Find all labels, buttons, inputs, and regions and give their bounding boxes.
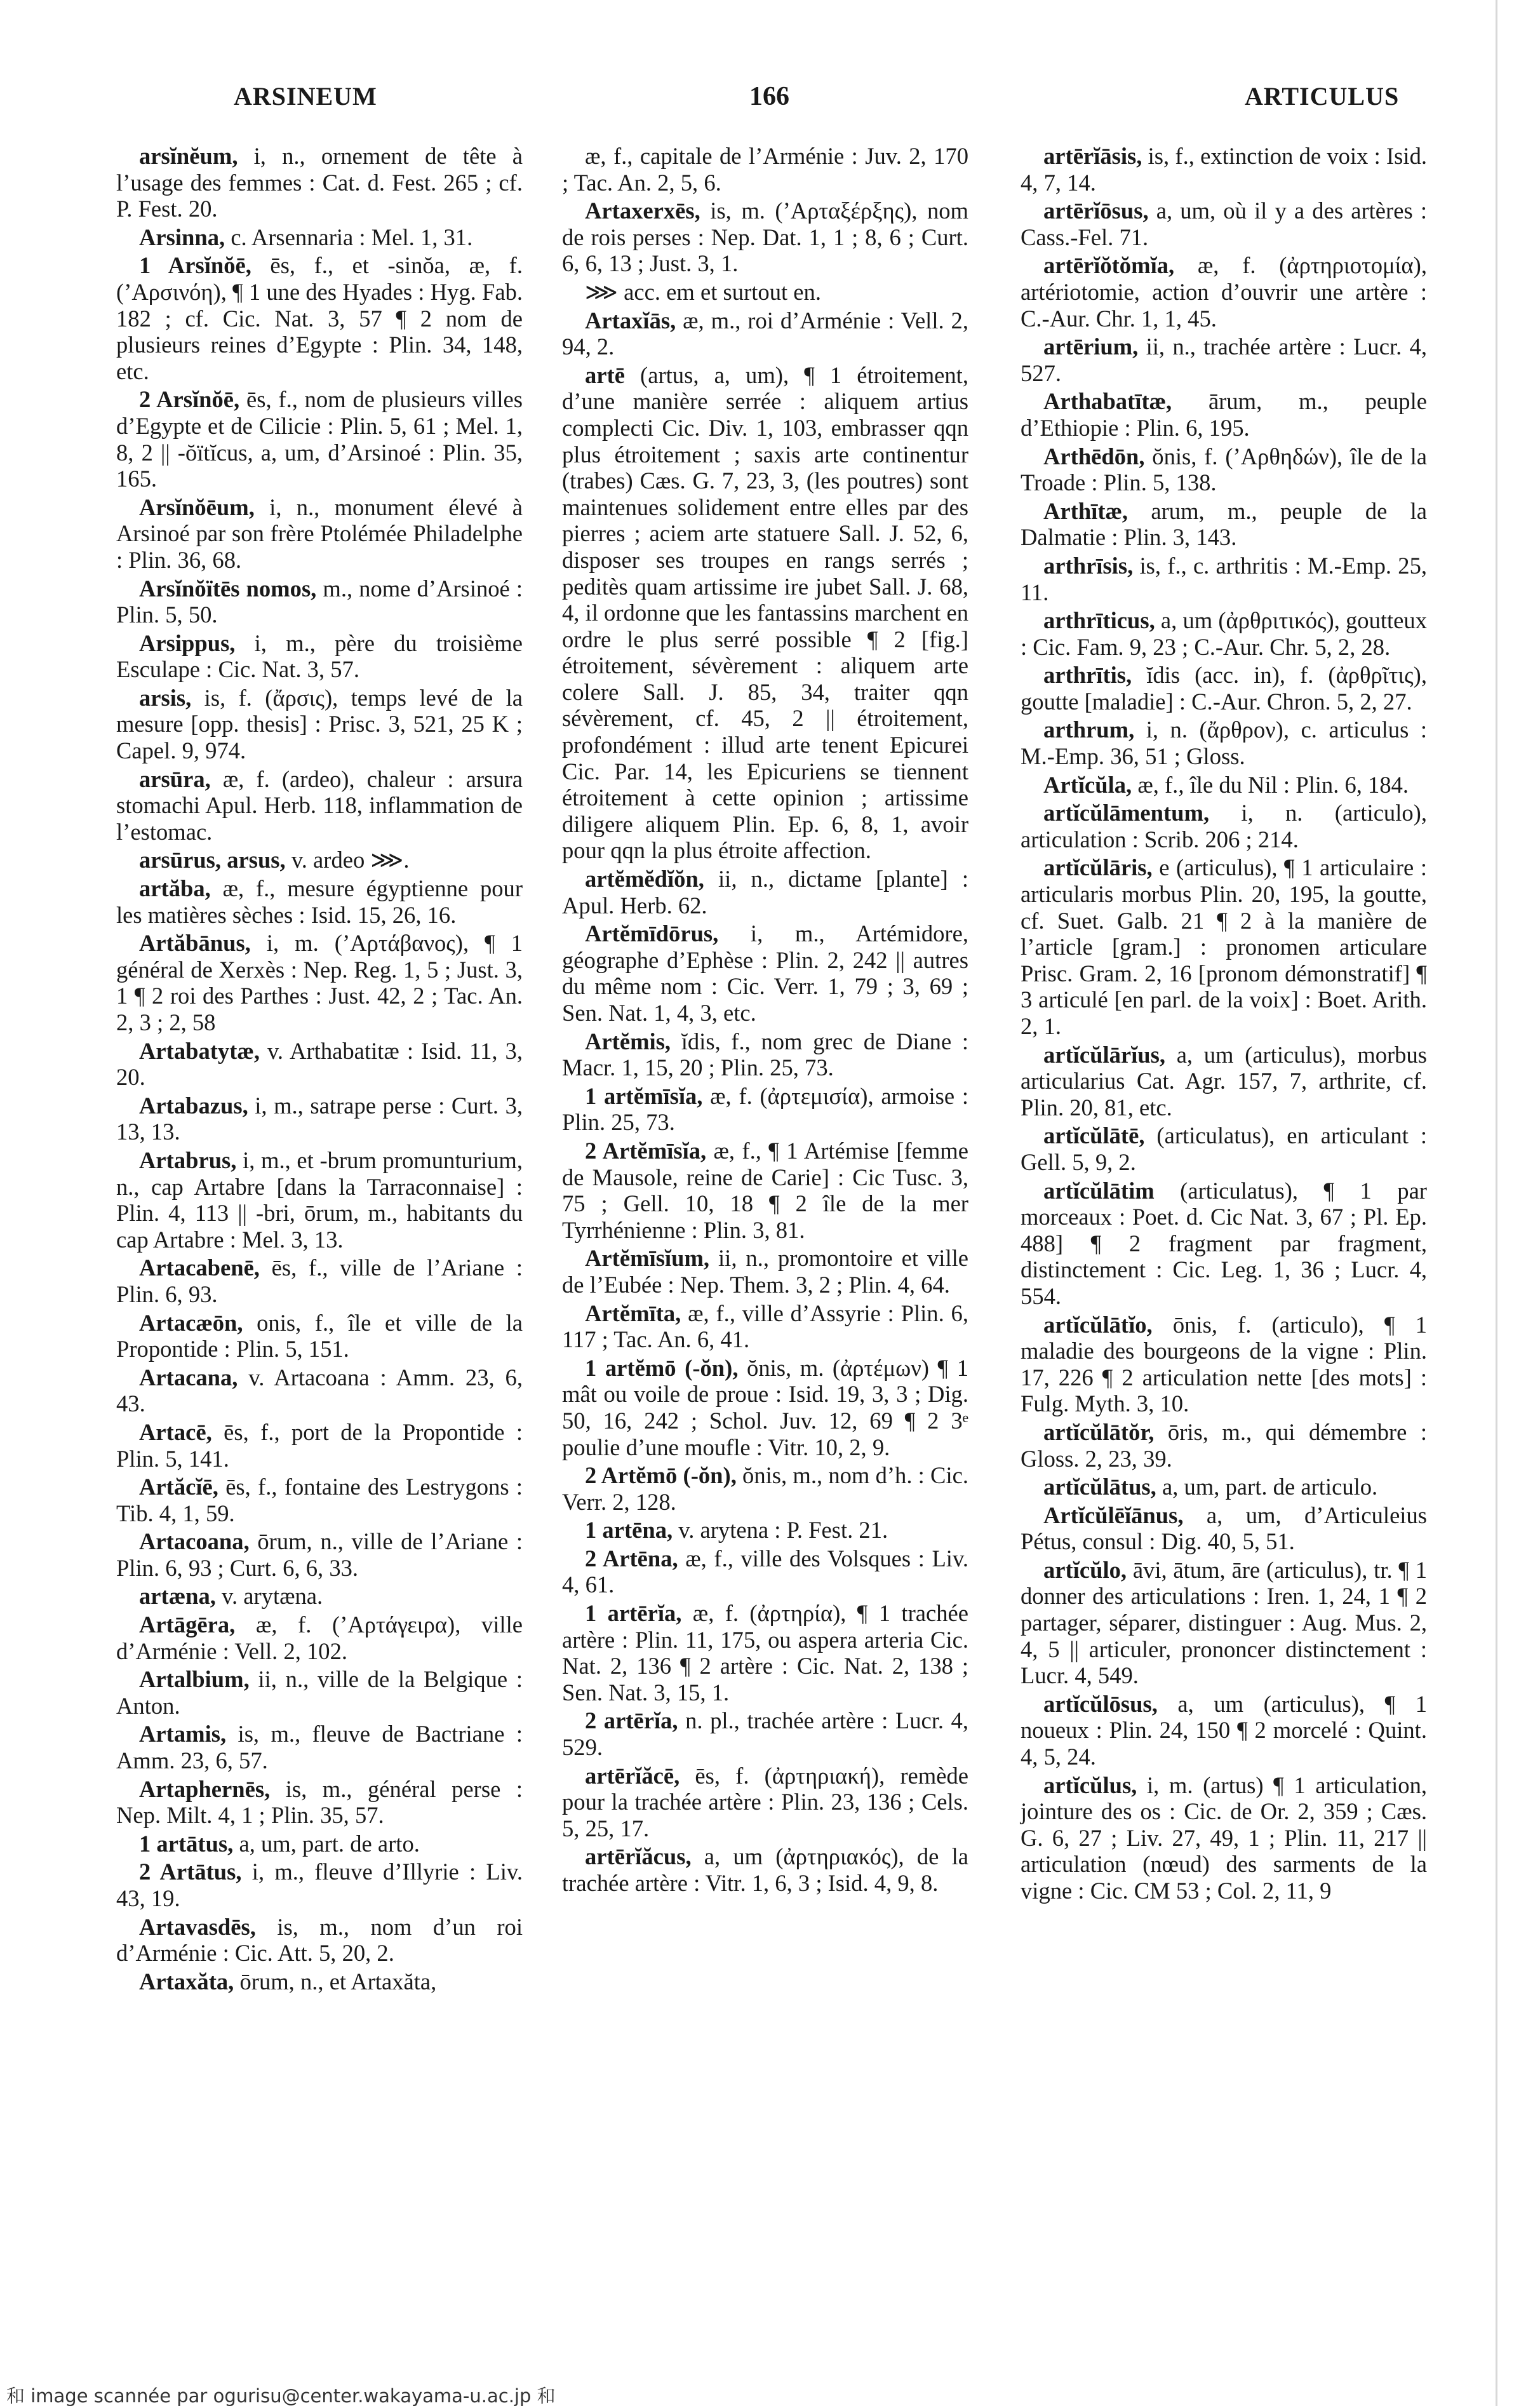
dictionary-entry (1021, 1122, 1427, 1175)
dictionary-entry (116, 685, 523, 764)
dictionary-entry (116, 1254, 523, 1307)
entry-headword: 1 artēna, (585, 1517, 673, 1544)
dictionary-entry (562, 1462, 968, 1515)
entry-headword: artæna, (139, 1583, 216, 1610)
dictionary-entry (116, 252, 523, 384)
dictionary-entry (1021, 143, 1427, 196)
dictionary-entry (1021, 252, 1427, 332)
dictionary-entry (1021, 553, 1427, 605)
entry-definition: i, n., monument élevé à Arsinoé par son frère Ptolémée Philadelphe : Plin. 36, 68. (116, 494, 523, 573)
entry-headword: artĭcŭlāris, (1043, 854, 1153, 881)
entry-definition: n. pl., trachée artère : Lucr. 4, 529. (562, 1707, 968, 1761)
entry-headword: artĭcŭlārĭus, (1043, 1041, 1166, 1068)
entry-headword: Arsĭnŏïtēs nomos, (139, 575, 317, 602)
entry-definition: ēs, f., nom de plusieurs villes d’Egypte et de Cilicie : Plin. 5, 61 ; Mel. 1, 8, 2 || -ŏïtĭcus, a, um, d’Arsinoé : Plin. 35, 165. (116, 386, 523, 492)
entry-definition: c. Arsennaria : Mel. 1, 31. (225, 224, 473, 250)
dictionary-entry (1021, 198, 1427, 250)
entry-headword: artērium, (1043, 333, 1139, 360)
entry-headword: artăba, (139, 875, 211, 902)
dictionary-entry (116, 1583, 523, 1610)
entry-definition: (artus, a, um), ¶ 1 étroitement, d’une manière serrée : aliquem artius complecti Cic. Div. 1, 103, embrasser qqn plus étroitement ; saxis arte continentur (trabes) Cæs. G. 7, 23, 3, (les poutres) sont maintenues solidement entre elles par des pierres ; aciem arte statuere Sall. J. 52, 6, disposer ses troupes en rangs serrés ; peditès quam artissime ire jubet Sall. J. 68, 4, il ordonne que les fantassins marchent en ordre le plus serré possible ¶ 2 [fig.] étroitement, sévèrement : aliquem arte colere Sall. J. 85, 34, traiter qqn sévèrement, cf. 45, 2 || étroitement, profondément : illud arte tenent Epicurei Cic. Par. 14, les Epicuriens se tiennent étroitement à cette opinion ; artissime diligere aliquem Plin. Ep. 6, 8, 1, avoir pour qqn la plus étroite affection. (562, 361, 968, 864)
dictionary-entry (562, 1707, 968, 1760)
entry-headword: artĕmĕdĭŏn, (585, 866, 704, 892)
dictionary-entry (116, 1474, 523, 1526)
entry-definition: is, m. (’Αρταξέρξης), nom de rois perses : Nep. Dat. 1, 1 ; 8, 6 ; Curt. 6, 6, 13 ; Just. 3, 1. (562, 198, 968, 277)
entry-definition: is, m., fleuve de Bactriane : Amm. 23, 6, 57. (116, 1721, 523, 1774)
entry-headword: Arthītæ, (1043, 497, 1128, 524)
entry-headword: Artacē, (139, 1418, 212, 1445)
dictionary-entry (116, 1310, 523, 1362)
dictionary-entry (116, 1147, 523, 1253)
entry-definition: æ, f., ville des Volsques : Liv. 4, 61. (562, 1545, 969, 1598)
entry-definition: ārum, m., peuple d’Ethiopie : Plin. 6, 195. (1021, 388, 1427, 441)
dictionary-entry (116, 575, 523, 628)
entry-headword: arsis, (139, 684, 192, 711)
entry-headword: Artaxĭās, (585, 307, 676, 333)
dictionary-entry (1021, 1691, 1427, 1770)
entry-headword: artĭcŭlus, (1043, 1772, 1137, 1798)
entry-headword: 2 Arsĭnŏē, (139, 386, 240, 413)
entry-definition: æ, f. (ἀρτηρία), ¶ 1 trachée artère : Plin. 11, 175, ou aspera arteria Cic. Nat. 2, 136 ¶ 2 artère : Cic. Nat. 2, 138 ; Sen. Nat. 3, 15, 1. (562, 1600, 968, 1705)
entry-headword: Artāgēra, (139, 1611, 236, 1638)
dictionary-entry (562, 1517, 968, 1544)
entry-headword: Artĕmīsĭum, (585, 1245, 710, 1272)
dictionary-entry (562, 362, 968, 864)
entry-definition: ōrum, n., ville de l’Ariane : Plin. 6, 93 ; Curt. 6, 6, 33. (116, 1528, 523, 1581)
entry-definition: e (articulus), ¶ 1 articulaire : articularis morbus Plin. 20, 195, la goutte, cf. Suet. Galb. 21 ¶ 2 à la manière de l’article [gram.] : pronomen articulare Prisc. Gram. 2, 16 [pronom démonstratif] ¶ 3 articulé [en parl. de la voix] : Boet. Arith. 2, 1. (1021, 854, 1427, 1039)
entry-headword: Arsinna, (139, 224, 225, 250)
entry-definition: onis, f., île et ville de la Propontide : Plin. 5, 151. (116, 1309, 523, 1362)
entry-definition: i, m. (’Αρτάβανος), ¶ 1 général de Xerxès : Nep. Reg. 1, 5 ; Just. 3, 1 ¶ 2 roi des Parthes : Just. 42, 2 ; Tac. An. 2, 3 ; 2, 58 (116, 930, 523, 1035)
entry-headword: artĭcŭlōsus, (1043, 1690, 1158, 1717)
entry-definition: ii, n., trachée artère : Lucr. 4, 527. (1021, 333, 1427, 386)
entry-headword: 1 artātus, (139, 1830, 234, 1857)
entry-definition: v. arytena : P. Fest. 21. (673, 1517, 888, 1544)
entry-headword: Artĕmis, (585, 1028, 671, 1054)
dictionary-entry (116, 1721, 523, 1773)
entry-headword: artĭcŭlāmentum, (1043, 800, 1210, 826)
entry-definition: ii, n., dictame [plante] : Apul. Herb. 62. (562, 866, 968, 918)
dictionary-entry (116, 1859, 523, 1911)
entry-headword: 1 artĕmīsĭa, (585, 1082, 703, 1109)
dictionary-entry (1021, 607, 1427, 660)
entry-definition: a, um (articulus), morbus articularius Cat. Agr. 157, 7, arthrite, cf. Plin. 20, 81, etc. (1021, 1041, 1427, 1120)
entry-definition: āvi, ātum, āre (articulus), tr. ¶ 1 donner des articulations : Iren. 1, 24, 1 ¶ 2 partager, séparer, distinguer : Aug. Mus. 2, 4, 5 || articuler, prononcer distinctement : Lucr. 4, 549. (1021, 1556, 1427, 1689)
entry-headword: arsĭnĕum, (139, 143, 238, 169)
entry-definition: ii, n., ville de la Belgique : Anton. (116, 1666, 523, 1719)
entry-definition: is, f., c. arthritis : M.-Emp. 25, 11. (1021, 552, 1427, 605)
entry-definition: v. Arthabatitæ : Isid. 11, 3, 20. (116, 1037, 523, 1091)
page-number: 166 (749, 82, 789, 111)
entry-headword: Artacabenē, (139, 1254, 260, 1281)
entry-definition: i, n. (articulo), articulation : Scrib. 206 ; 214. (1021, 800, 1427, 852)
entry-headword: Artacæōn, (139, 1309, 243, 1336)
entry-definition: æ, f., ville d’Assyrie : Plin. 6, 117 ; Tac. An. 6, 41. (562, 1300, 968, 1353)
entry-definition: is, f., extinction de voix : Isid. 4, 7, 14. (1021, 143, 1427, 196)
entry-definition: ŏnis, f. (’Αρθηδών), île de la Troade : Plin. 5, 138. (1021, 443, 1427, 496)
dictionary-entry (1021, 1772, 1427, 1904)
entry-headword: Artaphernēs, (139, 1775, 271, 1802)
dictionary-entry (116, 766, 523, 845)
dictionary-entry (562, 1600, 968, 1705)
entry-headword: arthrītis, (1043, 662, 1132, 689)
dictionary-entry (562, 198, 968, 277)
entry-definition: æ, f. (ardeo), chaleur : arsura stomachi Apul. Herb. 118, inflammation de l’estomac. (116, 765, 523, 845)
entry-headword: Arsĭnŏēum, (139, 494, 255, 520)
dictionary-entry (562, 866, 968, 918)
entry-definition: æ, f. (ἀρτεμισία), armoise : Plin. 25, 73. (562, 1082, 968, 1136)
dictionary-entry (1021, 854, 1427, 1039)
entry-definition: v. ardeo ⋙. (285, 847, 410, 873)
entry-headword: 1 artĕmō (-ŏn), (585, 1354, 739, 1381)
entry-definition: i, m., père du troisième Esculape : Cic. Nat. 3, 57. (116, 629, 523, 683)
entry-definition: v. Artacoana : Amm. 23, 6, 43. (116, 1364, 523, 1417)
entry-headword: Arsippus, (139, 629, 236, 656)
column-left (116, 143, 523, 1996)
dictionary-entry (562, 1245, 968, 1298)
entry-headword: Artacoana, (139, 1528, 250, 1555)
entry-headword: Arthabatītæ, (1043, 388, 1172, 415)
dictionary-entry (1021, 1474, 1427, 1500)
entry-definition: ōrum, n., et Artaxăta, (234, 1968, 437, 1994)
scan-edge-rule (1496, 0, 1497, 2406)
entry-definition: ēs, f. (ἀρτηριακή), remède pour la trachée artère : Plin. 23, 136 ; Cels. 5, 25, 17. (562, 1762, 968, 1841)
entry-headword: artērĭāsis, (1043, 143, 1142, 169)
entry-definition: m., nome d’Arsinoé : Plin. 5, 50. (116, 575, 523, 628)
entry-definition: i, n., ornement de tête à l’usage des femmes : Cat. d. Fest. 265 ; cf. P. Fest. 20. (116, 143, 523, 222)
entry-definition: ēs, f., fontaine des Lestrygons : Tib. 4, 1, 59. (116, 1474, 523, 1526)
entry-headword: Artabazus, (139, 1092, 248, 1119)
entry-definition: ēs, f., et -sinŏa, æ, f. (’Αρσινόη), ¶ 1 une des Hyades : Hyg. Fab. 182 ; cf. Cic. Nat. 3, 57 ¶ 2 nom de plusieurs reines d’Egypte : Plin. 34, 148, etc. (116, 252, 523, 384)
entry-headword: arthrīticus, (1043, 607, 1155, 634)
entry-definition: i, m., fleuve d’Illyrie : Liv. 43, 19. (116, 1859, 523, 1911)
entry-definition: a, um, où il y a des artères : Cass.-Fel. 71. (1021, 198, 1427, 250)
dictionary-entry (116, 847, 523, 873)
entry-definition: i, m. (artus) ¶ 1 articulation, jointure des os : Cic. de Or. 2, 359 ; Cæs. G. 6, 27 ; Liv. 27, 49, 1 ; Plin. 11, 217 || articulation (nœud) des sarments de la vigne : Cic. CM 53 ; Col. 2, 11, 9 (1021, 1772, 1427, 1904)
entry-headword: 2 Artēna, (585, 1545, 678, 1571)
column-right (1021, 143, 1427, 1906)
entry-definition: æ, f., ¶ 1 Artémise [femme de Mausole, reine de Carie] : Cic Tusc. 3, 75 ; Gell. 10, 18 ¶ 2 île de la mer Tyrrhénienne : Plin. 3, 81. (562, 1137, 968, 1243)
entry-definition: i, m., satrape perse : Curt. 3, 13, 13. (116, 1092, 523, 1145)
entry-headword: artērĭŏtŏmĭa, (1043, 252, 1175, 279)
entry-headword: Artĕmīta, (585, 1300, 681, 1326)
entry-definition: (articulatus), ¶ 1 par morceaux : Poet. d. Cic Nat. 3, 67 ; Pl. Ep. 488] ¶ 2 fragment par fragment, distinctement : Cic. Leg. 1, 36 ; Lucr. 4, 554. (1021, 1177, 1427, 1309)
dictionary-entry (562, 143, 968, 196)
dictionary-entry (116, 386, 523, 492)
entry-definition: ĭdis, f., nom grec de Diane : Macr. 1, 15, 20 ; Plin. 25, 73. (562, 1028, 968, 1081)
entry-definition: is, f. (ἄρσις), temps levé de la mesure [opp. thesis] : Prisc. 3, 521, 25 K ; Capel. 9, 974. (116, 684, 523, 764)
entry-headword: arsūra, (139, 765, 211, 792)
entry-definition: ōnis, f. (articulo), ¶ 1 maladie des bourgeons de la vigne : Plin. 17, 226 ¶ 2 articulation nette [des mots] : Fulg. Myth. 3, 10. (1021, 1311, 1427, 1417)
entry-definition: a, um, part. de arto. (233, 1830, 420, 1857)
entry-headword: artĭcŭlātē, (1043, 1122, 1145, 1149)
dictionary-entry (116, 630, 523, 683)
entry-definition: i, m., et -brum promunturium, n., cap Artabre [dans la Tarraconnaise] : Plin. 4, 113 || -bri, ōrum, m., habitants du cap Artabre : Mel. 3, 13. (116, 1147, 523, 1253)
dictionary-entry (562, 1083, 968, 1136)
entry-headword: Artĕmīdōrus, (585, 920, 719, 947)
dictionary-entry (116, 494, 523, 574)
entry-definition: (articulatus), en articulant : Gell. 5, 9, 2. (1021, 1122, 1427, 1175)
entry-definition: ⋙ acc. em et surtout en. (585, 278, 821, 305)
dictionary-entry (1021, 498, 1427, 551)
dictionary-entry (116, 1038, 523, 1091)
dictionary-entry (116, 1776, 523, 1829)
dictionary-entry (1021, 662, 1427, 715)
entry-headword: Artĭcŭla, (1043, 771, 1132, 798)
entry-headword: arthrīsis, (1043, 552, 1134, 579)
page-header (0, 81, 1540, 132)
entry-headword: artĭcŭlātĭo, (1043, 1311, 1153, 1338)
entry-definition: æ, f., île du Nil : Plin. 6, 184. (1132, 771, 1409, 798)
dictionary-entry (116, 1666, 523, 1719)
entry-headword: artĭcŭlātŏr, (1043, 1418, 1155, 1445)
entry-definition: æ, f., capitale de l’Arménie : Juv. 2, 170 ; Tac. An. 2, 5, 6. (562, 143, 968, 196)
entry-headword: arsūrus, arsus, (139, 847, 286, 873)
entry-definition: a, um, part. de articulo. (1156, 1474, 1378, 1500)
entry-definition: a, um (articulus), ¶ 1 noueux : Plin. 24, 150 ¶ 2 morcelé : Quint. 4, 5, 24. (1021, 1690, 1427, 1770)
dictionary-entry (1021, 1178, 1427, 1310)
entry-definition: i, n. (ἄρθρον), c. articulus : M.-Emp. 36, 51 ; Gloss. (1021, 716, 1427, 770)
dictionary-entry (1021, 1042, 1427, 1121)
dictionary-entry (562, 307, 968, 360)
dictionary-entry (562, 1545, 968, 1598)
entry-headword: arthrum, (1043, 716, 1135, 743)
entry-definition: ēs, f., port de la Propontide : Plin. 5, 141. (116, 1418, 523, 1472)
entry-headword: 2 Artĕmīsĭa, (585, 1137, 707, 1164)
entry-definition: æ, f., mesure égyptienne pour les matières sèches : Isid. 15, 26, 16. (116, 875, 523, 928)
entry-headword: 2 Artĕmō (-ŏn), (585, 1462, 737, 1489)
dictionary-entry (1021, 1557, 1427, 1689)
entry-definition: ĭdis (acc. in), f. (ἀρθρῖτις), goutte [maladie] : C.-Aur. Chron. 5, 2, 27. (1021, 662, 1427, 715)
header-last-word: ARTICULUS (1245, 82, 1400, 111)
entry-headword: Artamis, (139, 1721, 227, 1747)
entry-headword: Artabatytæ, (139, 1037, 260, 1064)
entry-headword: artērĭōsus, (1043, 198, 1149, 224)
entry-headword: Artaxerxēs, (585, 198, 700, 224)
entry-definition: ōris, m., qui démembre : Gloss. 2, 23, 39. (1021, 1418, 1427, 1472)
dictionary-entry (116, 1093, 523, 1145)
entry-headword: Artăbānus, (139, 930, 251, 957)
entry-headword: artĭcŭlātus, (1043, 1474, 1156, 1500)
dictionary-entry (562, 1355, 968, 1460)
dictionary-entry (1021, 1312, 1427, 1417)
entry-headword: Artacana, (139, 1364, 238, 1390)
dictionary-entry (1021, 772, 1427, 798)
entry-definition: ii, n., promontoire et ville de l’Eubée : Nep. Them. 3, 2 ; Plin. 4, 64. (562, 1245, 968, 1298)
entry-headword: 1 Arsĭnŏē, (139, 252, 251, 279)
dictionary-entry (116, 1364, 523, 1417)
dictionary-entry (562, 920, 968, 1026)
entry-headword: Artalbium, (139, 1666, 250, 1693)
entry-headword: Artabrus, (139, 1147, 237, 1173)
dictionary-entry (1021, 333, 1427, 386)
entry-definition: æ, m., roi d’Arménie : Vell. 2, 94, 2. (562, 307, 968, 360)
dictionary-entry (116, 1611, 523, 1664)
dictionary-entry (562, 1843, 968, 1896)
entry-headword: Artăcĭē, (139, 1474, 218, 1500)
entry-headword: Arthēdōn, (1043, 443, 1145, 469)
entry-definition: is, m., nom d’un roi d’Arménie : Cic. Att. 5, 20, 2. (116, 1913, 523, 1967)
entry-definition: v. arytæna. (215, 1583, 323, 1610)
header-first-word: ARSINEUM (234, 82, 377, 111)
entry-headword: artērĭăcē, (585, 1762, 680, 1789)
dictionary-entry (116, 930, 523, 1035)
entry-definition: ēs, f., ville de l’Ariane : Plin. 6, 93. (116, 1254, 523, 1307)
dictionary-entry (1021, 1419, 1427, 1472)
dictionary-entry (1021, 1502, 1427, 1555)
dictionary-entry (562, 1763, 968, 1842)
entry-definition: ŏnis, m. (ἀρτέμων) ¶ 1 mât ou voile de proue : Isid. 19, 3, 3 ; Dig. 50, 16, 242 ; Schol. Juv. 12, 69 ¶ 2 3ᵉ poulie d’une moufle : Vitr. 10, 2, 9. (562, 1354, 968, 1460)
entry-headword: artērĭăcus, (585, 1843, 692, 1870)
entry-definition: æ, f. (ἀρτηριοτομία), artériotomie, action d’ouvrir une artère : C.-Aur. Chr. 1, 1, 45. (1021, 252, 1427, 332)
dictionary-entry (116, 1968, 523, 1995)
dictionary-entry (562, 279, 968, 306)
entry-headword: artĭcŭlātim (1043, 1177, 1155, 1204)
entry-headword: 1 artērĭa, (585, 1600, 682, 1627)
dictionary-entry (562, 1138, 968, 1243)
entry-definition: ŏnis, m., nom d’h. : Cic. Verr. 2, 128. (562, 1462, 968, 1515)
dictionary-entry (1021, 443, 1427, 496)
dictionary-entry (1021, 388, 1427, 441)
dictionary-entry (116, 143, 523, 222)
dictionary-entry (116, 224, 523, 251)
dictionary-entry (1021, 716, 1427, 769)
dictionary-entry (116, 1831, 523, 1857)
entry-headword: 2 artērĭa, (585, 1707, 678, 1734)
entry-definition: a, um, d’Articuleius Pétus, consul : Dig. 40, 5, 51. (1021, 1502, 1427, 1555)
entry-headword: Artaxăta, (139, 1968, 234, 1994)
dictionary-entry (116, 1528, 523, 1581)
dictionary-entry (116, 875, 523, 928)
column-middle (562, 143, 968, 1899)
entry-headword: artē (585, 361, 625, 388)
entry-definition: i, m., Artémidore, géographe d’Ephèse : Plin. 2, 242 || autres du même nom : Cic. Verr. 1, 79 ; 3, 69 ; Sen. Nat. 1, 4, 3, etc. (562, 920, 968, 1026)
scan-credit-footer: 和 image scannée par ogurisu@center.wakayama-u.ac.jp 和 (6, 2385, 556, 2407)
entry-headword: 2 Artātus, (139, 1859, 242, 1885)
entry-definition: arum, m., peuple de la Dalmatie : Plin. 3, 143. (1021, 497, 1427, 551)
entry-definition: a, um (ἀρτηριακός), de la trachée artère : Vitr. 1, 6, 3 ; Isid. 4, 9, 8. (562, 1843, 968, 1896)
dictionary-entry (1021, 800, 1427, 852)
dictionary-entry (116, 1419, 523, 1472)
entry-definition: a, um (ἀρθριτικός), goutteux : Cic. Fam. 9, 23 ; C.-Aur. Chr. 5, 2, 28. (1021, 607, 1427, 660)
entry-headword: artĭcŭlo, (1043, 1556, 1127, 1583)
dictionary-entry (116, 1914, 523, 1967)
dictionary-entry (562, 1300, 968, 1353)
entry-definition: is, m., général perse : Nep. Milt. 4, 1 ; Plin. 35, 57. (116, 1775, 523, 1829)
entry-definition: æ, f. (’Αρτάγειρα), ville d’Arménie : Vell. 2, 102. (116, 1611, 523, 1664)
entry-headword: Artĭcŭlēĭānus, (1043, 1502, 1184, 1528)
dictionary-entry (562, 1028, 968, 1081)
entry-headword: Artavasdēs, (139, 1913, 256, 1940)
